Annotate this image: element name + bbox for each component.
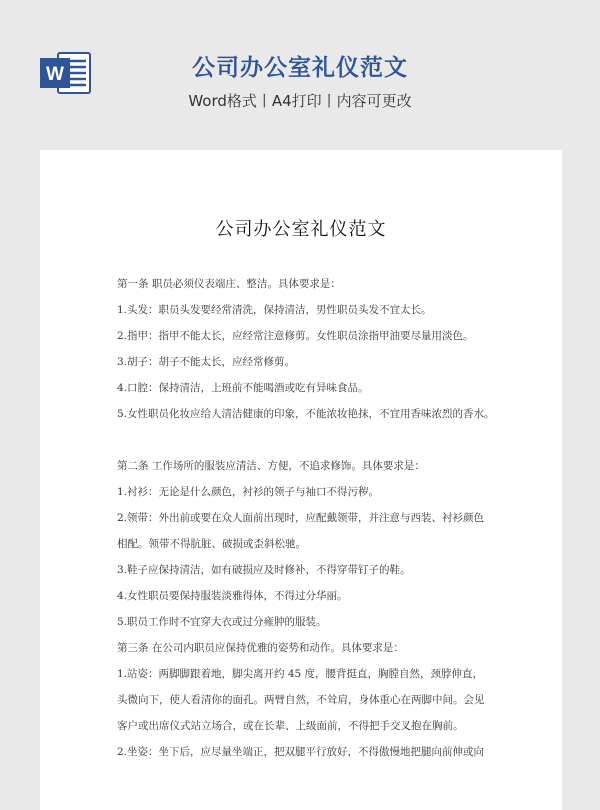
article-heading: 第三条 在公司内职员应保持优雅的姿势和动作。具体要求是： (117, 642, 404, 654)
article-heading: 第一条 职员必须仪表端庄、整洁。具体要求是： (117, 278, 341, 290)
page-header (0, 0, 600, 150)
header-subtitle: Word格式丨A4打印丨内容可更改 (188, 92, 412, 110)
paragraph-line: 4.口腔：保持清洁，上班前不能喝酒或吃有异味食品。 (117, 382, 369, 394)
paragraph-line: 3.胡子：胡子不能太长，应经常修剪。 (117, 356, 296, 368)
paragraph-line: 相配。领带不得肮脏、破损或歪斜松驰。 (117, 538, 306, 550)
paragraph-line: 4.女性职员要保持服装淡雅得体，不得过分华丽。 (117, 590, 348, 602)
paragraph-line: 2.领带：外出前或要在众人面前出现时，应配戴领带，并注意与西装、衬衫颜色 (117, 512, 485, 524)
document-body (117, 271, 497, 765)
paragraph-line: 3.鞋子应保持清洁，如有破损应及时修补，不得穿带钉子的鞋。 (117, 564, 411, 576)
paragraph-line: 1.站姿：两脚脚跟着地，脚尖离开约 45 度，腰背挺直，胸膛自然，颈脖伸直， (117, 668, 484, 680)
document-title: 公司办公室礼仪范文 (215, 219, 387, 240)
paragraph-line: 客户或出席仪式站立场合，或在长辈、上级面前，不得把手交叉抱在胸前。 (117, 720, 464, 732)
paragraph-line: 5.女性职员化妆应给人清洁健康的印象，不能浓妆艳抹，不宜用香味浓烈的香水。 (117, 408, 495, 420)
paragraph-line: 2.坐姿：坐下后，应尽量坐端正，把双腿平行放好，不得傲慢地把腿向前伸或向 (117, 746, 485, 758)
paragraph-line: 2.指甲：指甲不能太长，应经常注意修剪。女性职员涂指甲油要尽量用淡色。 (117, 330, 474, 342)
paragraph-gap (117, 427, 497, 453)
paragraph-line: 头微向下，使人看清你的面孔。两臂自然，不耸肩，身体重心在两脚中间。会见 (117, 694, 485, 706)
paragraph-line: 1.衬衫：无论是什么颜色，衬衫的领子与袖口不得污秽。 (117, 486, 380, 498)
document-page (40, 150, 562, 810)
word-logo-letter: W (46, 64, 64, 85)
paragraph-line: 5.职员工作时不宜穿大衣或过分雍肿的服装。 (117, 616, 327, 628)
header-title: 公司办公室礼仪范文 (192, 55, 408, 81)
article-heading: 第二条 工作场所的服装应清洁、方便，不追求修饰。具体要求是： (117, 460, 425, 472)
paragraph-line: 1.头发：职员头发要经常清洗，保持清洁，男性职员头发不宜太长。 (117, 304, 432, 316)
